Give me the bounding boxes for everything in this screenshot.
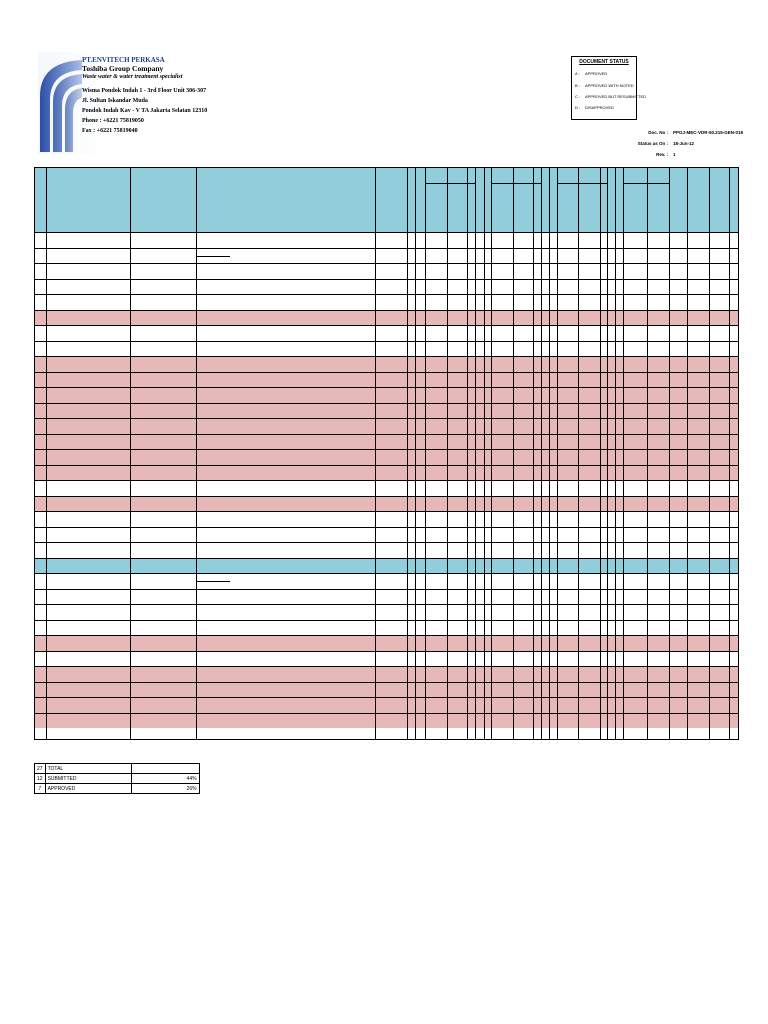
table-row-highlight (35, 465, 738, 481)
table-column-divider (729, 168, 730, 739)
document-status-title: DOCUMENT STATUS (579, 59, 629, 65)
table-row-divider (35, 434, 738, 435)
fax-line: Fax : +6221 75819040 (82, 128, 138, 134)
table-column-divider (196, 168, 197, 739)
address-line: Jl. Sultan Iskandar Muda (82, 98, 148, 104)
table-column-divider (578, 168, 579, 739)
table-column-divider (541, 168, 542, 739)
table-row-highlight (35, 356, 738, 372)
status-code: A : (575, 71, 580, 76)
status-item-a (575, 71, 607, 76)
table-row-highlight (35, 372, 738, 388)
table-row-highlight (35, 635, 738, 651)
phone-line: Phone : +6221 75819050 (82, 118, 144, 124)
table-row-highlight (35, 682, 738, 698)
table-row-divider (35, 387, 738, 388)
doc-no-value: PPGJ-MEC-VDR-50.215-GEN-018 (673, 130, 744, 135)
table-column-divider (475, 168, 476, 739)
table-row-divider (35, 496, 738, 497)
summary-row-approved (35, 784, 200, 794)
table-column-divider (669, 168, 670, 739)
table-row-highlight (35, 713, 738, 729)
summary-label: TOTAL (45, 764, 131, 774)
table-column-divider (615, 168, 616, 739)
table-row-divider (35, 558, 738, 559)
table-row-highlight (35, 666, 738, 682)
table-column-divider (407, 168, 408, 739)
table-row-divider (35, 356, 738, 357)
status-code: D : (575, 105, 581, 110)
table-column-divider (709, 168, 710, 739)
table-column-divider (623, 168, 624, 739)
table-row-divider (35, 713, 738, 714)
table-column-divider (375, 168, 376, 739)
table-row-divider (35, 341, 738, 342)
company-logo-icon (38, 56, 84, 152)
header-group-divider (557, 183, 607, 184)
rev-value: 1 (673, 152, 676, 157)
table-row-divider (35, 697, 738, 698)
header-group-divider (491, 183, 541, 184)
table-column-divider (130, 168, 131, 739)
address-line: Wisma Pondok Indah 1 - 3rd Floor Unit 306-307 (82, 88, 207, 94)
table-column-divider (533, 168, 534, 739)
status-as-on-label: Status as On : (637, 141, 668, 146)
table-column-divider (513, 168, 514, 739)
summary-label: APPROVED (45, 784, 131, 794)
summary-count: 12 (35, 774, 46, 784)
table-column-divider (484, 168, 485, 739)
table-row-divider (35, 511, 738, 512)
address-line: Pondok Indah Kav - V TA Jakarta Selatan 12310 (82, 108, 208, 114)
summary-count: 7 (35, 784, 46, 794)
table-row-divider (35, 620, 738, 621)
table-column-divider (607, 168, 608, 739)
status-item-b (575, 83, 634, 88)
status-item-d (575, 105, 614, 110)
table-column-divider (647, 168, 648, 739)
table-column-divider (491, 168, 492, 739)
table-column-divider (557, 168, 558, 739)
status-code: C : (575, 94, 581, 99)
header-group-divider (623, 183, 669, 184)
table-column-divider (46, 168, 47, 739)
table-row-divider (35, 527, 738, 528)
table-column-divider (447, 168, 448, 739)
table-row-divider (35, 325, 738, 326)
status-as-on-value: 18-Jun-12 (673, 141, 695, 146)
table-row-divider (35, 248, 738, 249)
table-row-divider (35, 480, 738, 481)
table-row-divider (35, 589, 738, 590)
status-label: APPROVED (585, 71, 608, 76)
table-row-divider (35, 418, 738, 419)
summary-label: SUBMITTED (45, 774, 131, 784)
table-row-divider (35, 279, 738, 280)
table-row-highlight (35, 310, 738, 326)
table-row-divider (35, 604, 738, 605)
company-tagline: Waste water & water treatment specialist (82, 74, 183, 80)
document-status-box (571, 56, 647, 120)
doc-info-values (673, 130, 743, 163)
status-label: APPROVED WITH NOTED (585, 83, 634, 88)
table-row-highlight (35, 418, 738, 434)
status-label: DISAPPROVED (585, 105, 614, 110)
doc-info-labels (622, 130, 668, 163)
table-row-highlight (35, 558, 738, 574)
table-row-divider (35, 651, 738, 652)
table-column-divider (425, 168, 426, 739)
table-column-divider (415, 168, 416, 739)
section-underline (197, 581, 230, 582)
table-column-divider (600, 168, 601, 739)
table-row-divider (35, 465, 738, 466)
status-code: B : (575, 83, 580, 88)
section-underline (197, 256, 230, 257)
table-row-divider (35, 573, 738, 574)
company-logo (38, 52, 212, 154)
table-row-highlight (35, 434, 738, 450)
rev-label: Rev. : (656, 152, 668, 157)
table-row-highlight (35, 496, 738, 512)
doc-no-label: Doc. No : (648, 130, 668, 135)
table-row-divider (35, 372, 738, 373)
table-column-divider (467, 168, 468, 739)
company-name: PT.ENVITECH PERKASA (82, 56, 165, 64)
table-row-highlight (35, 449, 738, 465)
table-row-divider (35, 682, 738, 683)
table-row-divider (35, 449, 738, 450)
table-row-divider (35, 403, 738, 404)
status-label: APPROVED BUT RESUBMITTED (585, 94, 647, 99)
header-group-divider (425, 183, 475, 184)
table-row-highlight (35, 403, 738, 419)
table-row-divider (35, 635, 738, 636)
summary-count: 27 (35, 764, 46, 774)
table-header (35, 168, 738, 233)
table-row-divider (35, 263, 738, 264)
table-row-divider (35, 310, 738, 311)
summary-row-submitted (35, 774, 200, 784)
summary-percent: 44% (131, 774, 199, 784)
summary-row-total (35, 764, 200, 774)
status-item-c (575, 94, 646, 99)
summary-table (34, 763, 200, 794)
summary-percent: 26% (131, 784, 199, 794)
document-register-table (34, 167, 739, 740)
table-row-divider (35, 542, 738, 543)
table-column-divider (687, 168, 688, 739)
summary-percent (131, 764, 199, 774)
table-row-divider (35, 666, 738, 667)
table-row-divider (35, 294, 738, 295)
company-group: Toshiba Group Company (82, 64, 164, 73)
table-column-divider (549, 168, 550, 739)
table-row-highlight (35, 697, 738, 713)
table-row-highlight (35, 387, 738, 403)
